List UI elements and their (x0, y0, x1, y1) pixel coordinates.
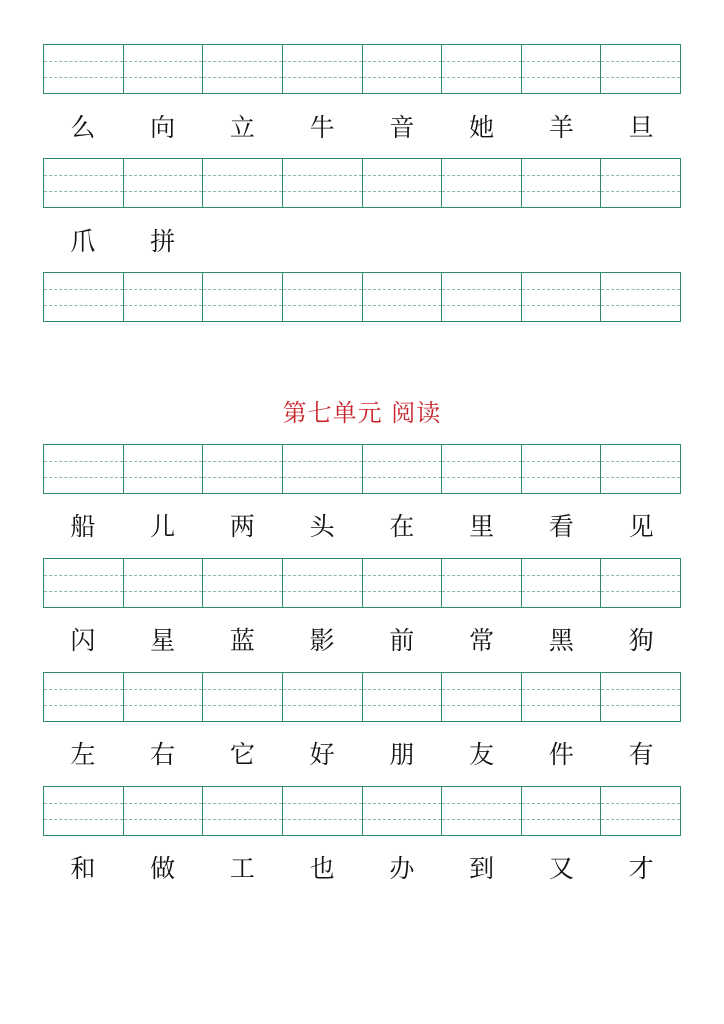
character: 件 (548, 740, 574, 769)
character-row (43, 224, 681, 260)
grid-cell (44, 45, 124, 93)
character: 星 (150, 626, 176, 655)
grid-cell (283, 159, 363, 207)
character: 做 (150, 854, 176, 883)
grid-cell (44, 273, 124, 321)
character: 儿 (150, 512, 176, 541)
grid-cell (44, 673, 124, 721)
character-row (43, 851, 681, 887)
grid-cell (442, 445, 522, 493)
writing-grid (43, 272, 681, 322)
grid-cell (601, 787, 680, 835)
grid-cell (363, 445, 443, 493)
grid-cell (442, 159, 522, 207)
grid-cell (601, 45, 680, 93)
grid-cell (124, 673, 204, 721)
grid-cell (442, 673, 522, 721)
grid-cell (203, 273, 283, 321)
grid-cell (522, 45, 602, 93)
grid-cell (363, 559, 443, 607)
grid-cell (522, 787, 602, 835)
character: 里 (469, 512, 495, 541)
character-row (43, 509, 681, 545)
grid-cell (601, 559, 680, 607)
grid-cell (283, 673, 363, 721)
grid-cell (203, 559, 283, 607)
grid-cell (363, 273, 443, 321)
character: 她 (469, 113, 495, 142)
character-row (43, 623, 681, 659)
writing-grid (43, 672, 681, 722)
character: 旦 (628, 113, 654, 142)
character: 又 (548, 854, 574, 883)
writing-grid (43, 158, 681, 208)
character: 有 (628, 740, 654, 769)
character: 好 (309, 740, 335, 769)
grid-cell (124, 159, 204, 207)
writing-grid (43, 44, 681, 94)
character: 立 (229, 113, 255, 142)
grid-cell (203, 445, 283, 493)
grid-cell (44, 559, 124, 607)
grid-cell (44, 445, 124, 493)
character: 音 (389, 113, 415, 142)
character: 拼 (150, 227, 176, 256)
character: 和 (70, 854, 96, 883)
grid-cell (283, 445, 363, 493)
character-row (43, 110, 681, 146)
character: 狗 (628, 626, 654, 655)
character: 黑 (548, 626, 574, 655)
character: 船 (70, 512, 96, 541)
character: 爪 (70, 227, 96, 256)
character: 羊 (548, 113, 574, 142)
grid-cell (283, 45, 363, 93)
character: 在 (389, 512, 415, 541)
grid-cell (124, 273, 204, 321)
grid-cell (601, 273, 680, 321)
character: 看 (548, 512, 574, 541)
character-row (43, 737, 681, 773)
character: 见 (628, 512, 654, 541)
writing-grid (43, 786, 681, 836)
character: 它 (229, 740, 255, 769)
grid-cell (601, 673, 680, 721)
character: 么 (70, 113, 96, 142)
character: 常 (469, 626, 495, 655)
grid-cell (442, 559, 522, 607)
grid-cell (283, 273, 363, 321)
grid-cell (44, 787, 124, 835)
grid-cell (522, 273, 602, 321)
character: 办 (389, 854, 415, 883)
character: 两 (229, 512, 255, 541)
grid-cell (363, 159, 443, 207)
character: 牛 (309, 113, 335, 142)
grid-cell (363, 45, 443, 93)
writing-grid (43, 558, 681, 608)
character: 头 (309, 512, 335, 541)
grid-cell (124, 559, 204, 607)
grid-cell (203, 673, 283, 721)
writing-grid (43, 444, 681, 494)
grid-cell (124, 445, 204, 493)
grid-cell (522, 673, 602, 721)
grid-cell (522, 559, 602, 607)
character: 朋 (389, 740, 415, 769)
grid-cell (601, 159, 680, 207)
grid-cell (442, 45, 522, 93)
grid-cell (442, 787, 522, 835)
grid-cell (522, 159, 602, 207)
grid-cell (203, 45, 283, 93)
grid-cell (203, 159, 283, 207)
grid-cell (283, 559, 363, 607)
character: 左 (70, 740, 96, 769)
character: 闪 (70, 626, 96, 655)
character: 右 (150, 740, 176, 769)
section-title: 第七单元 阅读 (282, 399, 442, 427)
grid-cell (124, 45, 204, 93)
grid-cell (44, 159, 124, 207)
grid-cell (124, 787, 204, 835)
grid-cell (203, 787, 283, 835)
character: 影 (309, 626, 335, 655)
grid-cell (442, 273, 522, 321)
character: 才 (628, 854, 654, 883)
character: 友 (469, 740, 495, 769)
grid-cell (363, 787, 443, 835)
character: 到 (469, 854, 495, 883)
character: 向 (150, 113, 176, 142)
grid-cell (601, 445, 680, 493)
character: 工 (229, 854, 255, 883)
grid-cell (363, 673, 443, 721)
character: 也 (309, 854, 335, 883)
character: 前 (389, 626, 415, 655)
grid-cell (283, 787, 363, 835)
grid-cell (522, 445, 602, 493)
character: 蓝 (229, 626, 255, 655)
